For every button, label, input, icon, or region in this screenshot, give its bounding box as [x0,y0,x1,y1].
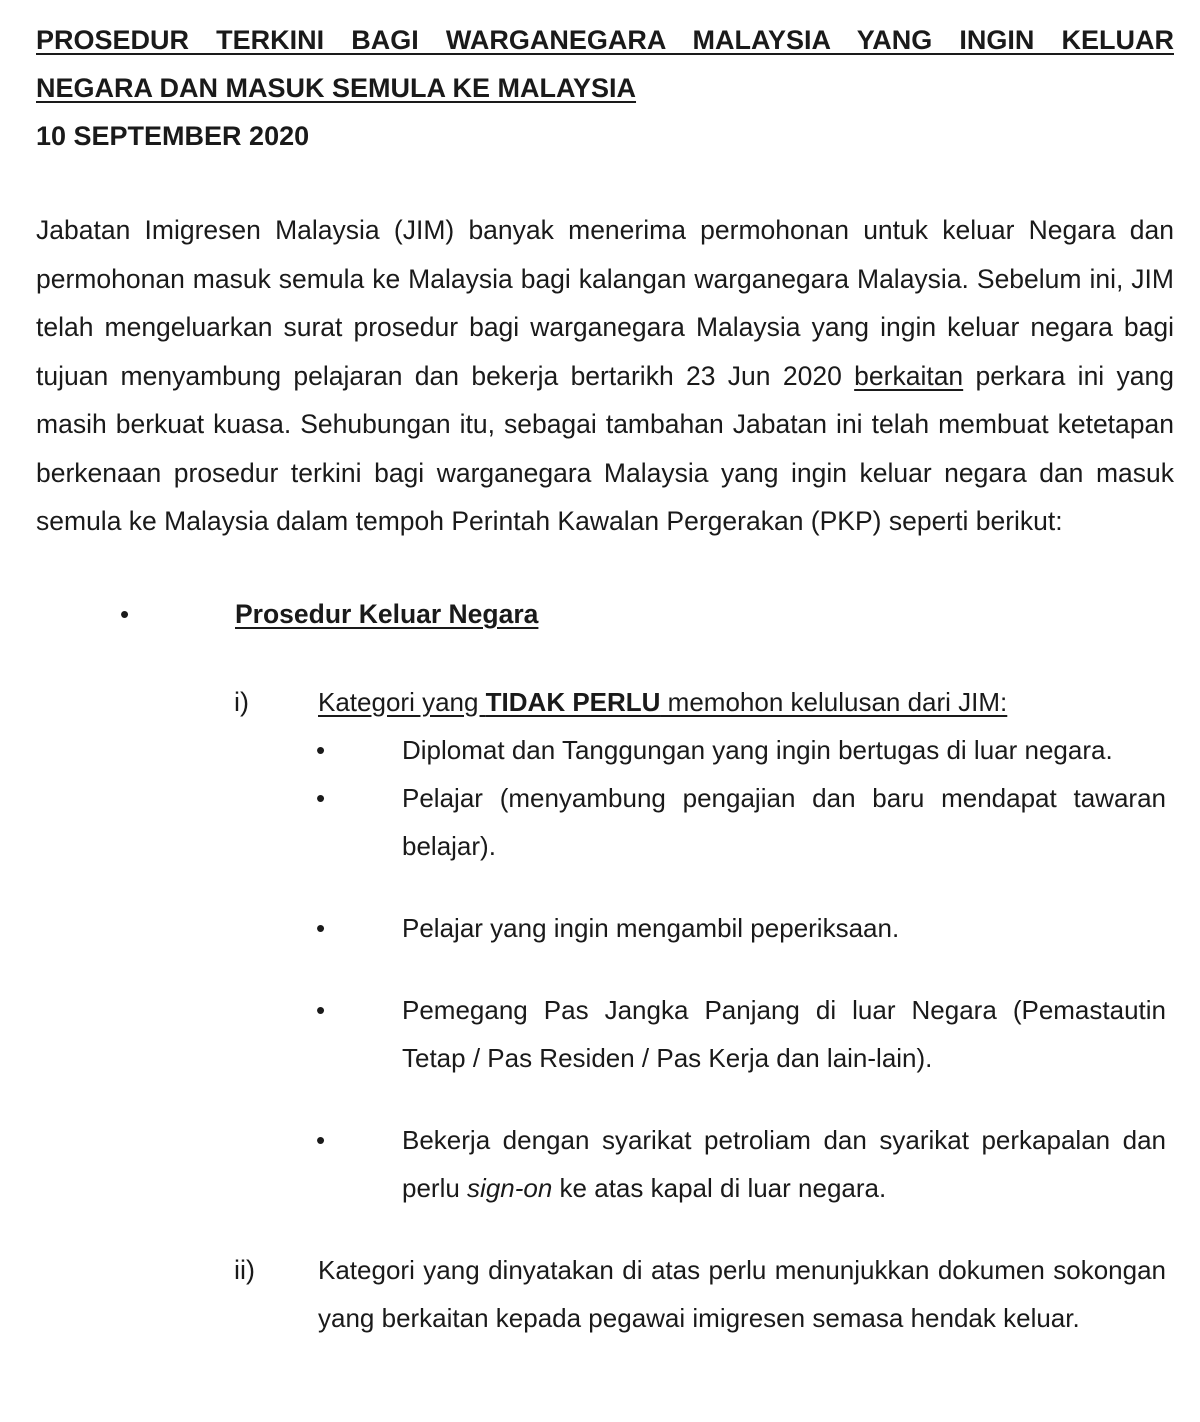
item-i-text-bold: TIDAK PERLU [485,686,661,717]
document-title [36,16,1174,112]
numbered-item-i [234,678,1174,726]
item-i-text [318,678,1174,726]
list-bullet: • [316,782,326,813]
intro-text-part-1: Jabatan Imigresen Malaysia (JIM) banyak menerima permohonan untuk keluar Negara dan permohonan masuk semula ke Malaysia bagi kalangan warganegara Malaysia. Sebelum ini, JIM telah mengeluarkan surat prosedur bagi warganegara Malaysia yang ingin keluar negara bagi tujuan menyambung pelajaran dan bekerja bertarikh 23 Jun 2020 [36,215,1174,391]
list-item-text: Pemegang Pas Jangka Panjang di luar Negara (Pemastautin Tetap / Pas Residen / Pas Kerja dan lain-lain). [402,994,1166,1073]
list-item-text: Pelajar yang ingin mengambil peperiksaan. [402,912,900,943]
title-line-2: NEGARA DAN MASUK SEMULA KE MALAYSIA [36,73,637,103]
document-date: 10 SEPTEMBER 2020 [36,121,310,151]
title-line-1: PROSEDUR TERKINI BAGI WARGANEGARA MALAYSIA YANG INGIN KELUAR [36,25,1174,55]
category-list [318,726,1174,1212]
list-item [318,904,1174,952]
list-item-text-pre: Bekerja dengan syarikat petroliam dan syarikat perkapalan dan perlu [402,1124,1166,1203]
list-item [318,726,1174,774]
list-bullet: • [316,912,326,943]
list-bullet: • [316,994,326,1025]
document-page [36,16,1174,1342]
item-number-i: i) [234,686,249,717]
list-item [318,774,1174,870]
section-bullet: • [120,598,130,629]
section-heading-row [36,596,1174,632]
intro-underlined-word: berkaitan [854,360,964,391]
list-bullet: • [316,734,326,765]
numbered-item-ii [234,1246,1174,1342]
section-heading: Prosedur Keluar Negara [235,598,539,629]
item-i-text-post: memohon kelulusan dari JIM: [660,686,1008,717]
list-item-text: Pelajar (menyambung pengajian dan baru mendapat tawaran belajar). [402,782,1166,861]
list-item-text-italic: sign-on [467,1172,553,1203]
list-bullet: • [316,1124,326,1155]
list-item-text [402,1116,1166,1212]
item-number-ii: ii) [234,1254,255,1285]
list-item-text-post: ke atas kapal di luar negara. [552,1172,887,1203]
item-i-text-pre: Kategori yang [318,686,486,717]
list-item-text: Diplomat dan Tanggungan yang ingin bertugas di luar negara. [402,734,1113,765]
list-item [318,1116,1174,1212]
list-item [318,986,1174,1082]
intro-paragraph [36,206,1174,546]
intro-text-part-2: perkara ini yang masih berkuat kuasa. Sehubungan itu, sebagai tambahan Jabatan ini telah membuat ketetapan berkenaan prosedur terkini bagi warganegara Malaysia yang ingin keluar negara dan masuk semula ke Malaysia dalam tempoh Perintah Kawalan Pergerakan (PKP) seperti berikut: [36,360,1174,536]
item-ii-text: Kategori yang dinyatakan di atas perlu menunjukkan dokumen sokongan yang berkaitan kepada pegawai imigresen semasa hendak keluar. [318,1254,1166,1333]
